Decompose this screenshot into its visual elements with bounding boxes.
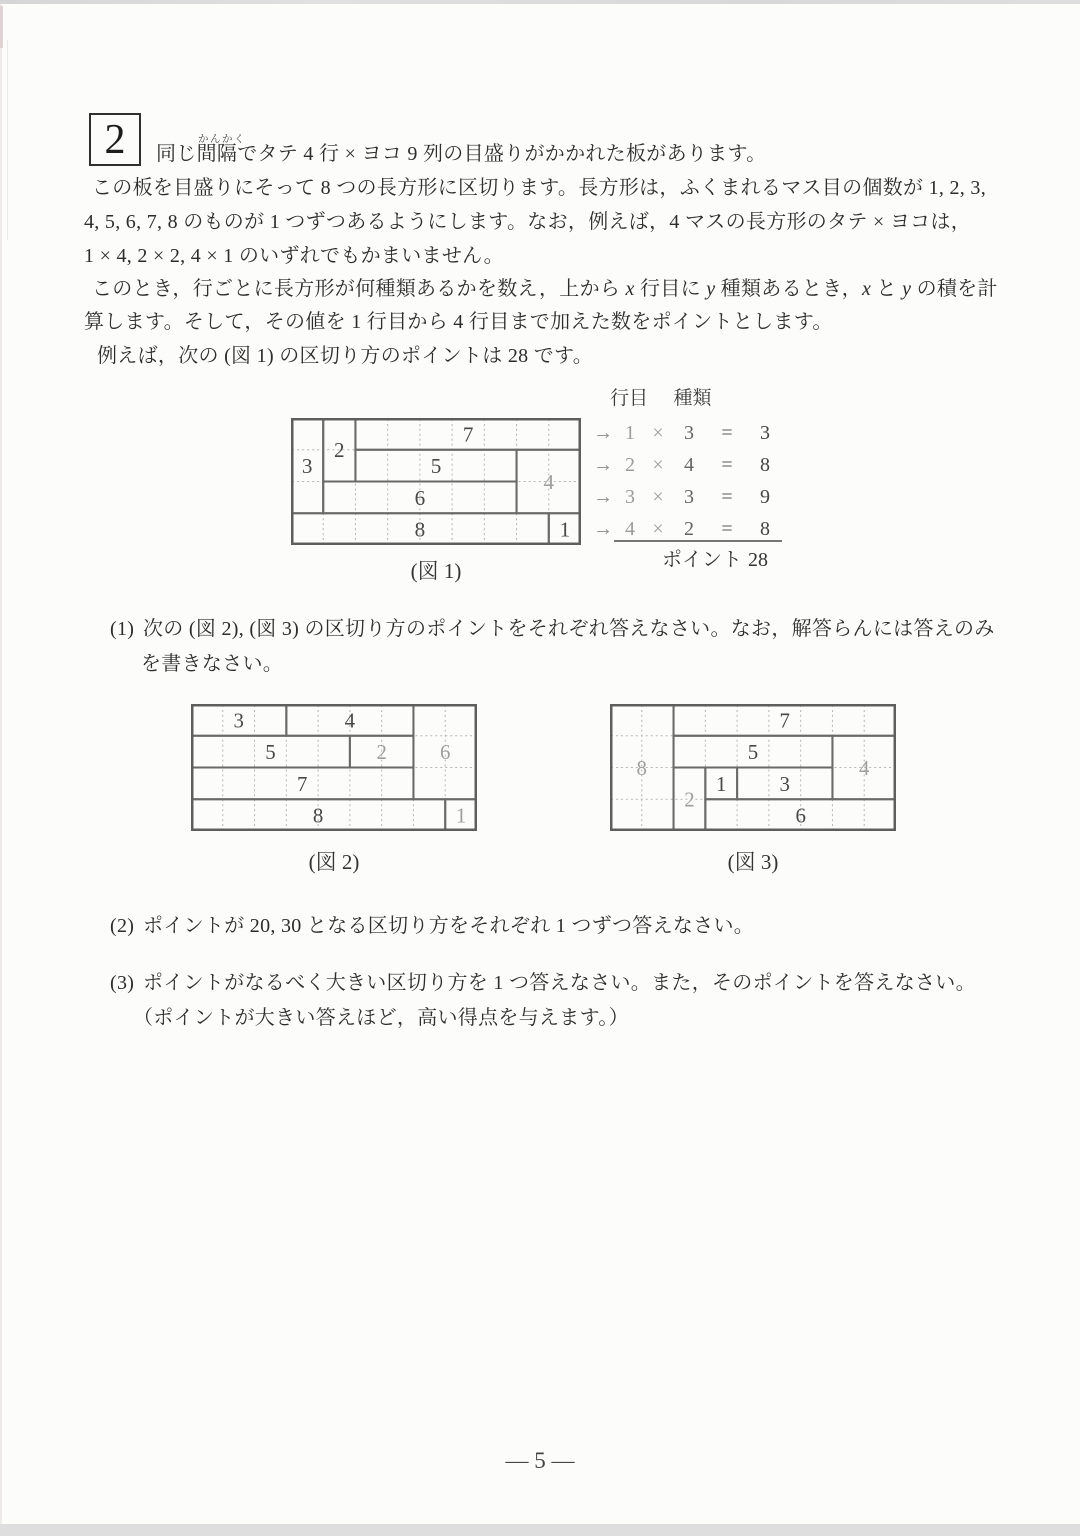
q2-line1: ポイントが 20, 30 となる区切り方をそれぞれ 1 つずつ答えなさい。 <box>143 915 755 937</box>
calc-times-sign: × <box>652 454 664 476</box>
calc-total <box>662 548 768 572</box>
q3-marker: (3) <box>110 972 135 994</box>
scan-artifact-bottom-edge <box>0 1524 1080 1536</box>
rect-label: 3 <box>779 771 790 796</box>
rect-label: 3 <box>301 454 313 479</box>
figure2-caption: (図 2) <box>308 850 360 874</box>
figure1-grid <box>291 418 581 545</box>
text-segment: と <box>871 278 903 300</box>
scan-artifact-left-mark <box>0 6 3 48</box>
scan-artifact-left-line <box>0 4 2 1524</box>
furigana-kankaku: かんかく <box>198 134 246 145</box>
q1-line1: 次の (図 2), (図 3) の区切り方のポイントをそれぞれ答えなさい。なお，解答らんには答えのみ <box>143 618 995 640</box>
q3-line2: （ポイントが大きい答えほど，高い得点を与えます。） <box>133 1007 629 1029</box>
calc-equals-sign: = <box>721 422 733 444</box>
calc-equals-sign: = <box>721 518 733 540</box>
figure3-grid <box>610 704 896 831</box>
rect-label: 7 <box>779 708 790 733</box>
rect-label: 5 <box>265 740 276 765</box>
rect-label: 6 <box>414 485 426 510</box>
q1-line2: を書きなさい。 <box>141 653 284 675</box>
calc-row-result: 9 <box>760 486 770 508</box>
calc-row-result: 3 <box>760 422 770 444</box>
calc-row-result: 8 <box>760 518 770 540</box>
rect-label: 4 <box>859 755 870 780</box>
figure1-caption: (図 1) <box>410 559 462 583</box>
para3-line: 例えば，次の (図 1) の区切り方のポイントは 28 です。 <box>97 345 594 367</box>
calc-total-value: 28 <box>748 549 768 571</box>
text-segment: 種類あるとき， <box>715 278 862 300</box>
text-segment: の積を計 <box>911 278 998 300</box>
calc-row-y: 3 <box>684 486 694 508</box>
para1-line3: 1 × 4, 2 × 2, 4 × 1 のいずれでもかまいません。 <box>84 245 504 267</box>
rect-label: 8 <box>414 517 426 542</box>
problem-number: 2 <box>104 116 126 163</box>
para1-line2: 4, 5, 6, 7, 8 のものが 1 つずつあるようにします。なお，例えば，4 マスの長方形のタテ × ヨコは， <box>84 211 972 233</box>
para1-line1: この板を目盛りにそって 8 つの長方形に区切ります。長方形は，ふくまれるマス目の個数が 1, 2, 3, <box>92 177 986 199</box>
calc-header-kinds: 種類 <box>673 388 712 409</box>
calc-row-x: 1 <box>625 422 635 444</box>
para2-line2: 算します。そして，その値を 1 行目から 4 行目まで加えた数をポイントとします。 <box>84 311 833 333</box>
math-variable: x <box>861 278 872 300</box>
rect-label: 8 <box>636 755 647 780</box>
calc-row-x: 2 <box>625 454 635 476</box>
calc-equals-sign: = <box>721 454 733 476</box>
page-number: — 5 — <box>505 1448 575 1473</box>
row4-arrow-icon: → <box>593 518 613 540</box>
math-variable: y <box>902 278 912 300</box>
q2-marker: (2) <box>110 915 135 937</box>
calc-equation-row <box>615 421 793 445</box>
rect-label: 1 <box>716 771 727 796</box>
calc-sum-line <box>614 540 782 542</box>
rect-label: 4 <box>344 708 356 733</box>
calc-equation-row <box>615 485 793 509</box>
intro-line: 同じ間隔でタテ 4 行 × ヨコ 9 列の目盛りがかかれた板があります。 <box>156 143 767 165</box>
calc-row-x: 4 <box>625 518 635 540</box>
rect-label: 1 <box>455 803 467 828</box>
rect-label: 6 <box>795 803 806 828</box>
rect-label: 2 <box>684 787 695 812</box>
calc-row-x: 3 <box>625 486 635 508</box>
para2-line1 <box>92 276 998 302</box>
figure3-caption: (図 3) <box>727 850 779 874</box>
q3-line1: ポイントがなるべく大きい区切り方を 1 つ答えなさい。また，そのポイントを答えなさい。 <box>143 972 976 994</box>
rect-label: 6 <box>440 740 451 765</box>
scan-artifact-top-edge <box>0 0 1080 4</box>
math-variable: y <box>706 278 716 300</box>
rect-label: 2 <box>334 438 345 463</box>
calc-times-sign: × <box>652 486 664 508</box>
calc-equals-sign: = <box>721 486 733 508</box>
text-segment: 行目に <box>634 278 707 300</box>
calc-row-y: 2 <box>684 518 694 540</box>
scan-artifact-inner-line <box>7 40 8 240</box>
calc-row-y: 4 <box>684 454 694 476</box>
row3-arrow-icon: → <box>593 486 613 508</box>
row1-arrow-icon: → <box>593 422 613 444</box>
rect-label: 4 <box>543 470 555 494</box>
rect-label: 5 <box>747 740 759 765</box>
row2-arrow-icon: → <box>593 454 613 476</box>
calc-times-sign: × <box>652 518 664 540</box>
calc-equation-row <box>615 453 793 477</box>
rect-label: 1 <box>559 517 571 542</box>
math-variable: x <box>625 278 635 300</box>
problem-number-box <box>89 113 141 166</box>
calc-row-result: 8 <box>760 454 770 476</box>
calc-equation-row <box>615 517 793 541</box>
calc-row-y: 3 <box>684 422 694 444</box>
calc-times-sign: × <box>652 422 664 444</box>
figure2-grid <box>191 704 477 831</box>
rect-label: 8 <box>312 803 324 828</box>
calc-total-label: ポイント <box>662 549 742 571</box>
text-segment: このとき，行ごとに長方形が何種類あるかを数え，上から <box>92 278 626 300</box>
rect-label: 5 <box>430 454 442 479</box>
rect-label: 2 <box>376 740 387 765</box>
rect-label: 7 <box>462 422 474 447</box>
calc-header-row: 行目 <box>609 388 648 409</box>
rect-label: 3 <box>233 708 244 733</box>
q1-marker: (1) <box>110 618 135 640</box>
rect-label: 7 <box>297 771 308 796</box>
